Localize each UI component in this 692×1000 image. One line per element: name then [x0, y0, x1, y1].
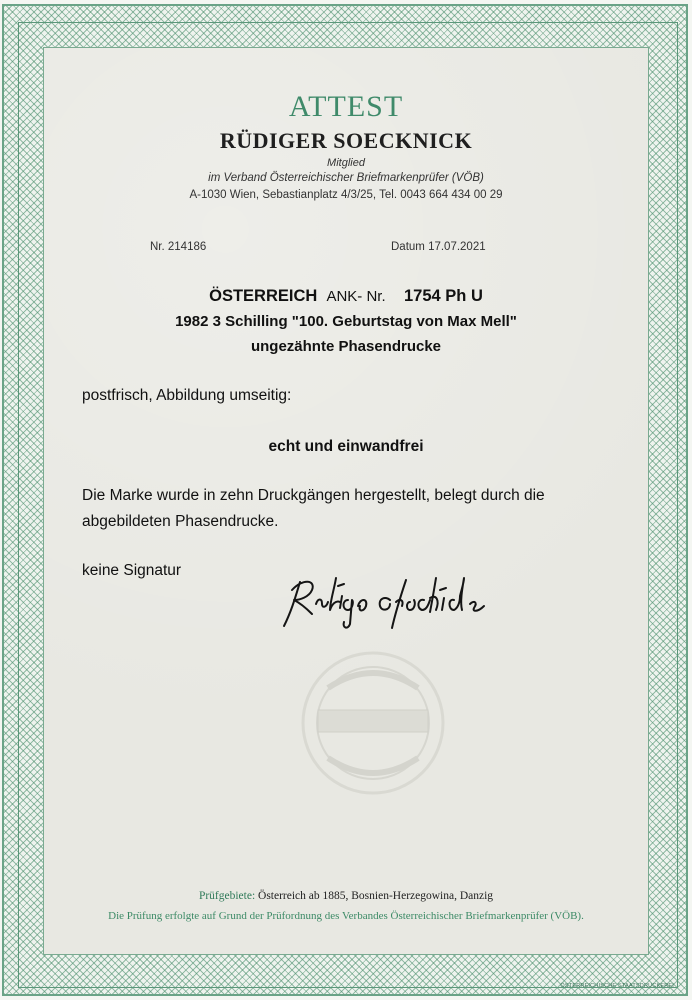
stamp-identification — [0, 287, 692, 306]
catalog-number: 1754 Ph U — [404, 287, 483, 305]
regulation-note: Die Prüfung erfolgte auf Grund der Prüfordnung des Verbandes Österreichischer Briefmarkenprüfer (VÖB). — [108, 910, 584, 922]
printer-imprint: ÖSTERREICHISCHE STAATSDRUCKEREI — [560, 983, 674, 989]
examination-areas-value: Österreich ab 1885, Bosnien-Herzegowina, Danzig — [258, 890, 494, 902]
certificate-title: ATTEST — [288, 90, 404, 123]
issuer-name: RÜDIGER SOECKNICK — [219, 128, 473, 153]
embossed-seal-watermark — [298, 648, 448, 798]
handwritten-signature — [278, 570, 493, 632]
catalog-prefix: ANK- Nr. — [326, 288, 386, 305]
signature-note: keine Signatur — [82, 562, 182, 579]
stamp-country: ÖSTERREICH — [209, 287, 318, 305]
description-line-1: Die Marke wurde in zehn Druckgängen hergestellt, belegt durch die — [82, 487, 545, 504]
certificate-date: Datum 17.07.2021 — [391, 241, 486, 253]
association-name: im Verband Österreichischer Briefmarkenprüfer (VÖB) — [208, 172, 484, 184]
issuer-address: A-1030 Wien, Sebastianplatz 4/3/25, Tel. 0043 664 434 00 29 — [189, 189, 503, 201]
stamp-issue-line: 1982 3 Schilling "100. Geburtstag von Max Mell" — [175, 313, 517, 330]
examination-areas-label: Prüfgebiete: — [198, 890, 256, 902]
description-line-2: abgebildeten Phasendrucke. — [82, 513, 279, 530]
examination-areas — [0, 890, 692, 902]
membership-label: Mitglied — [327, 157, 365, 169]
stamp-variety: ungezähnte Phasendrucke — [250, 338, 442, 355]
verdict-text: echt und einwandfrei — [268, 438, 424, 455]
condition-text: postfrisch, Abbildung umseitig: — [82, 387, 292, 404]
certificate-number: Nr. 214186 — [150, 241, 207, 253]
